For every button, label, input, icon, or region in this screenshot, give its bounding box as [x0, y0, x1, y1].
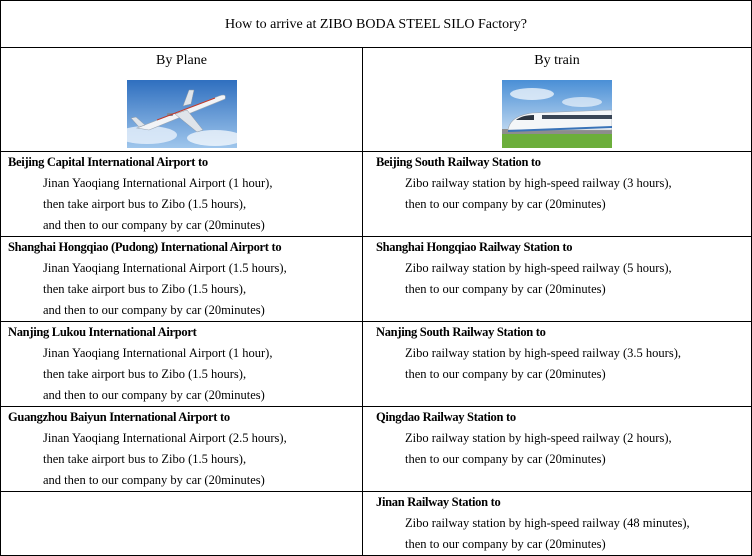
- train-route-3: [363, 322, 752, 407]
- train-route-1-origin: Beijing South Railway Station to: [376, 155, 541, 169]
- plane-route-2: [1, 237, 363, 322]
- train-route-1-line-1: Zibo railway station by high-speed railway (3 hours),: [405, 176, 672, 190]
- plane-route-empty: [1, 492, 363, 556]
- train-route-4-origin: Qingdao Railway Station to: [376, 410, 516, 424]
- route-row-3: [1, 322, 752, 407]
- plane-header-cell: [1, 48, 363, 152]
- train-route-1-line-2: then to our company by car (20minutes): [405, 197, 606, 211]
- train-route-4-line-2: then to our company by car (20minutes): [405, 452, 606, 466]
- header-row: [1, 48, 752, 152]
- plane-route-1-origin: Beijing Capital International Airport to: [8, 155, 208, 169]
- train-route-5: [363, 492, 752, 556]
- plane-header-label: By Plane: [156, 53, 207, 68]
- train-route-2-origin: Shanghai Hongqiao Railway Station to: [376, 240, 573, 254]
- plane-route-4: [1, 407, 363, 492]
- train-header-label: By train: [534, 53, 580, 68]
- plane-route-2-line-2: then take airport bus to Zibo (1.5 hours),: [43, 282, 247, 296]
- plane-route-4-origin: Guangzhou Baiyun International Airport to: [8, 410, 230, 424]
- train-route-4: [363, 407, 752, 492]
- plane-route-1-line-2: then take airport bus to Zibo (1.5 hours),: [43, 197, 247, 211]
- train-route-3-line-2: then to our company by car (20minutes): [405, 367, 606, 381]
- train-route-2-line-1: Zibo railway station by high-speed railway (5 hours),: [405, 261, 672, 275]
- plane-route-3-line-3: and then to our company by car (20minutes): [43, 388, 265, 402]
- plane-route-3-line-2: then take airport bus to Zibo (1.5 hours),: [43, 367, 247, 381]
- train-route-1: [363, 152, 752, 237]
- plane-route-4-line-3: and then to our company by car (20minutes): [43, 473, 265, 487]
- plane-route-4-line-2: then take airport bus to Zibo (1.5 hours),: [43, 452, 247, 466]
- airplane-photo-icon: [127, 80, 237, 148]
- plane-route-1: [1, 152, 363, 237]
- train-route-2-line-2: then to our company by car (20minutes): [405, 282, 606, 296]
- train-route-2: [363, 237, 752, 322]
- train-header-cell: [363, 48, 752, 152]
- train-route-3-origin: Nanjing South Railway Station to: [376, 325, 546, 339]
- train-route-5-line-2: then to our company by car (20minutes): [405, 537, 606, 551]
- plane-route-3-origin: Nanjing Lukou International Airport: [8, 325, 197, 339]
- plane-route-2-line-1: Jinan Yaoqiang International Airport (1.5 hours),: [43, 261, 287, 275]
- route-row-1: [1, 152, 752, 237]
- high-speed-train-photo-icon: [502, 80, 612, 148]
- train-route-3-line-1: Zibo railway station by high-speed railway (3.5 hours),: [405, 346, 681, 360]
- route-row-4: [1, 407, 752, 492]
- page-title: How to arrive at ZIBO BODA STEEL SILO Factory?: [1, 1, 752, 48]
- plane-route-4-line-1: Jinan Yaoqiang International Airport (2.5 hours),: [43, 431, 287, 445]
- plane-route-3-line-1: Jinan Yaoqiang International Airport (1 hour),: [43, 346, 273, 360]
- plane-route-2-line-3: and then to our company by car (20minutes): [43, 303, 265, 317]
- title-row: [1, 1, 752, 48]
- plane-route-1-line-3: and then to our company by car (20minutes): [43, 218, 265, 232]
- train-route-4-line-1: Zibo railway station by high-speed railway (2 hours),: [405, 431, 672, 445]
- route-row-5: [1, 492, 752, 556]
- train-route-5-origin: Jinan Railway Station to: [376, 495, 501, 509]
- plane-route-1-line-1: Jinan Yaoqiang International Airport (1 hour),: [43, 176, 273, 190]
- train-route-5-line-1: Zibo railway station by high-speed railway (48 minutes),: [405, 516, 690, 530]
- plane-route-2-origin: Shanghai Hongqiao (Pudong) International Airport to: [8, 240, 282, 254]
- route-row-2: [1, 237, 752, 322]
- plane-route-3: [1, 322, 363, 407]
